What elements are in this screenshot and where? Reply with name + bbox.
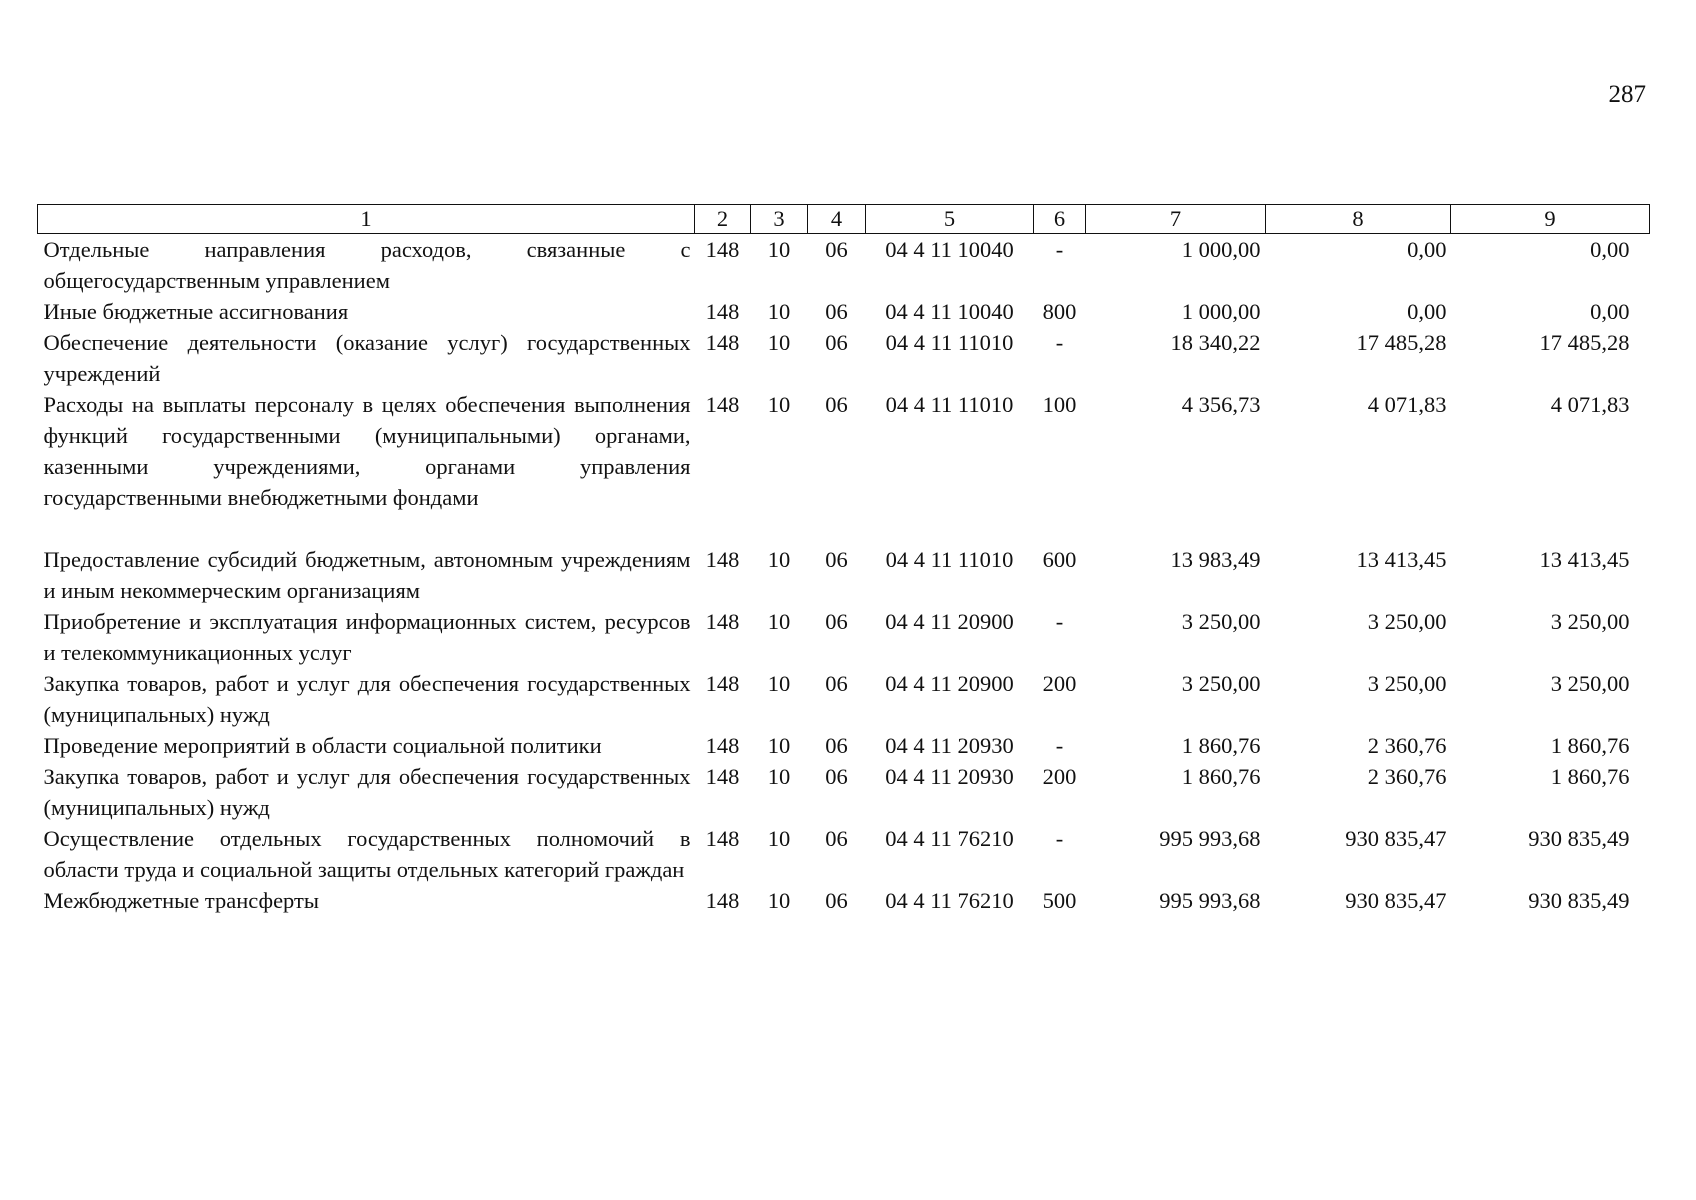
row-col-9: 930 835,49 xyxy=(1528,888,1630,913)
row-col-2: 148 xyxy=(705,237,740,262)
row-col-4: 06 xyxy=(825,299,848,324)
row-col-3: 10 xyxy=(767,299,791,324)
row-col-4: 06 xyxy=(825,888,848,913)
row-col-8: 4 071,83 xyxy=(1367,392,1447,417)
row-col-7: 1 000,00 xyxy=(1181,237,1261,262)
row-col-5: 04 4 11 20930 xyxy=(885,764,1014,789)
row-col-2: 148 xyxy=(705,609,740,634)
header-col-5: 5 xyxy=(866,205,1034,234)
spacer-cell xyxy=(38,513,1650,544)
table-row xyxy=(38,327,1650,389)
table-row xyxy=(38,730,1650,761)
row-col-3: 10 xyxy=(767,392,791,417)
table-row xyxy=(38,389,1650,513)
row-col-4: 06 xyxy=(825,733,848,758)
row-name: Осуществление отдельных государственных полномочий в области труда и социальной защиты отдельных категорий граждан xyxy=(43,826,691,882)
table-row xyxy=(38,885,1650,916)
row-col-4: 06 xyxy=(825,671,848,696)
table-row xyxy=(38,606,1650,668)
header-col-3: 3 xyxy=(751,205,808,234)
budget-table xyxy=(37,204,1650,916)
row-col-4: 06 xyxy=(825,826,848,851)
row-col-7: 13 983,49 xyxy=(1170,547,1261,572)
row-col-3: 10 xyxy=(767,609,791,634)
row-col-2: 148 xyxy=(705,888,740,913)
header-col-7: 7 xyxy=(1086,205,1266,234)
row-col-3: 10 xyxy=(767,764,791,789)
row-col-7: 3 250,00 xyxy=(1181,671,1261,696)
header-col-8: 8 xyxy=(1266,205,1451,234)
row-col-7: 1 000,00 xyxy=(1181,299,1261,324)
table-row xyxy=(38,544,1650,606)
row-col-3: 10 xyxy=(767,888,791,913)
row-col-9: 0,00 xyxy=(1590,299,1630,324)
row-col-9: 13 413,45 xyxy=(1539,547,1630,572)
row-col-5: 04 4 11 20930 xyxy=(885,733,1014,758)
row-col-2: 148 xyxy=(705,733,740,758)
row-name: Приобретение и эксплуатация информационных систем, ресурсов и телекоммуникационных услуг xyxy=(43,609,691,665)
row-col-3: 10 xyxy=(767,330,791,355)
header-col-9: 9 xyxy=(1451,205,1650,234)
table-row xyxy=(38,296,1650,327)
row-name: Иные бюджетные ассигнования xyxy=(43,299,349,324)
row-col-6: - xyxy=(1055,237,1064,262)
row-col-5: 04 4 11 20900 xyxy=(885,671,1014,696)
row-col-8: 3 250,00 xyxy=(1367,671,1447,696)
row-col-4: 06 xyxy=(825,547,848,572)
table-row xyxy=(38,761,1650,823)
row-col-7: 995 993,68 xyxy=(1159,826,1261,851)
row-col-8: 2 360,76 xyxy=(1367,733,1447,758)
header-col-6: 6 xyxy=(1034,205,1086,234)
row-col-4: 06 xyxy=(825,330,848,355)
budget-table-container xyxy=(37,204,1649,916)
row-col-6: - xyxy=(1055,826,1064,851)
table-row xyxy=(38,234,1650,297)
row-col-5: 04 4 11 20900 xyxy=(885,609,1014,634)
row-col-6: - xyxy=(1055,609,1064,634)
row-col-3: 10 xyxy=(767,547,791,572)
row-col-6: - xyxy=(1055,733,1064,758)
row-col-9: 1 860,76 xyxy=(1550,764,1630,789)
row-name: Отдельные направления расходов, связанные с общегосударственным управлением xyxy=(43,237,691,293)
row-col-3: 10 xyxy=(767,826,791,851)
header-col-1: 1 xyxy=(38,205,695,234)
row-col-9: 17 485,28 xyxy=(1539,330,1630,355)
header-row xyxy=(38,205,1650,234)
row-col-2: 148 xyxy=(705,764,740,789)
row-name: Расходы на выплаты персоналу в целях обеспечения выполнения функций государственными (муниципальными) органами, казенными учреждениями, органами управления государственными внебюджетными фондами xyxy=(43,392,691,510)
row-col-6: 600 xyxy=(1042,547,1077,572)
row-col-9: 930 835,49 xyxy=(1528,826,1630,851)
row-col-8: 930 835,47 xyxy=(1345,826,1447,851)
row-col-5: 04 4 11 76210 xyxy=(885,826,1014,851)
row-col-2: 148 xyxy=(705,671,740,696)
row-col-4: 06 xyxy=(825,609,848,634)
table-row xyxy=(38,823,1650,885)
row-col-3: 10 xyxy=(767,671,791,696)
row-col-7: 1 860,76 xyxy=(1181,764,1261,789)
row-col-6: 200 xyxy=(1042,764,1077,789)
row-col-8: 3 250,00 xyxy=(1367,609,1447,634)
row-col-2: 148 xyxy=(705,826,740,851)
row-col-5: 04 4 11 11010 xyxy=(885,330,1014,355)
row-col-5: 04 4 11 76210 xyxy=(885,888,1014,913)
row-col-2: 148 xyxy=(705,392,740,417)
row-col-9: 3 250,00 xyxy=(1550,671,1630,696)
header-col-2: 2 xyxy=(695,205,751,234)
table-row xyxy=(38,668,1650,730)
row-col-8: 17 485,28 xyxy=(1356,330,1447,355)
row-col-6: 500 xyxy=(1042,888,1077,913)
row-col-8: 0,00 xyxy=(1407,237,1447,262)
row-col-7: 4 356,73 xyxy=(1181,392,1261,417)
row-name: Предоставление субсидий бюджетным, автономным учреждениям и иным некоммерческим организациям xyxy=(43,547,691,603)
row-col-6: 800 xyxy=(1042,299,1077,324)
row-col-5: 04 4 11 10040 xyxy=(885,237,1014,262)
table-header xyxy=(38,205,1650,234)
table-body xyxy=(38,234,1650,917)
row-col-6: 200 xyxy=(1042,671,1077,696)
row-col-8: 930 835,47 xyxy=(1345,888,1447,913)
row-col-5: 04 4 11 10040 xyxy=(885,299,1014,324)
row-name: Закупка товаров, работ и услуг для обеспечения государственных (муниципальных) нужд xyxy=(43,764,691,820)
row-col-9: 1 860,76 xyxy=(1550,733,1630,758)
table-spacer-row xyxy=(38,513,1650,544)
row-col-2: 148 xyxy=(705,299,740,324)
page-number: 287 xyxy=(1608,81,1646,108)
row-col-5: 04 4 11 11010 xyxy=(885,392,1014,417)
row-col-4: 06 xyxy=(825,764,848,789)
row-col-6: - xyxy=(1055,330,1064,355)
row-col-9: 3 250,00 xyxy=(1550,609,1630,634)
row-col-7: 18 340,22 xyxy=(1170,330,1261,355)
row-col-3: 10 xyxy=(767,237,791,262)
row-name: Межбюджетные трансферты xyxy=(43,888,319,913)
row-col-2: 148 xyxy=(705,330,740,355)
row-col-3: 10 xyxy=(767,733,791,758)
row-col-9: 4 071,83 xyxy=(1550,392,1630,417)
row-col-7: 1 860,76 xyxy=(1181,733,1261,758)
row-col-7: 3 250,00 xyxy=(1181,609,1261,634)
row-col-4: 06 xyxy=(825,237,848,262)
row-col-8: 0,00 xyxy=(1407,299,1447,324)
row-col-9: 0,00 xyxy=(1590,237,1630,262)
row-col-4: 06 xyxy=(825,392,848,417)
row-col-6: 100 xyxy=(1042,392,1077,417)
header-col-4: 4 xyxy=(808,205,866,234)
row-name: Проведение мероприятий в области социальной политики xyxy=(43,733,602,758)
row-col-5: 04 4 11 11010 xyxy=(885,547,1014,572)
row-col-8: 13 413,45 xyxy=(1356,547,1447,572)
row-col-2: 148 xyxy=(705,547,740,572)
row-col-8: 2 360,76 xyxy=(1367,764,1447,789)
row-name: Закупка товаров, работ и услуг для обеспечения государственных (муниципальных) нужд xyxy=(43,671,691,727)
row-name: Обеспечение деятельности (оказание услуг) государственных учреждений xyxy=(43,330,691,386)
row-col-7: 995 993,68 xyxy=(1159,888,1261,913)
